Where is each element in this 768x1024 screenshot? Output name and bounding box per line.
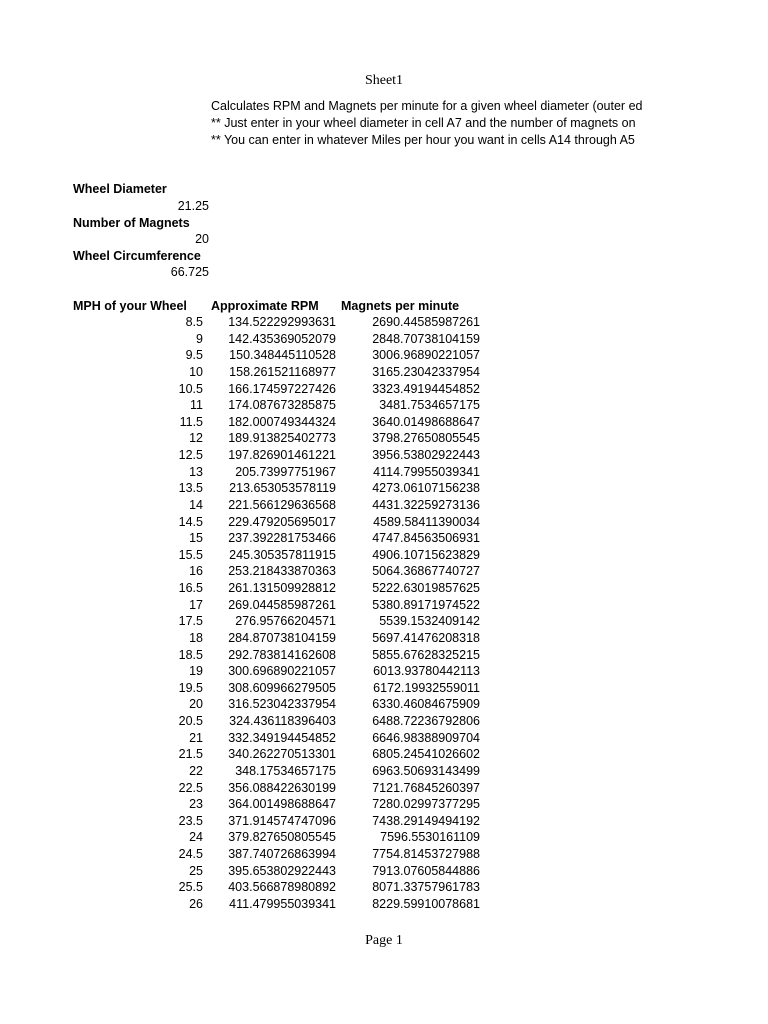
wheel-diameter-value: 21.25 [177,199,209,213]
magnets-per-minute-cell: 7913.07605844886 [372,863,480,878]
rpm-cell: 371.914574747096 [228,813,336,828]
mph-cell: 13 [189,464,203,479]
magnets-per-minute-cell: 2690.44585987261 [372,315,480,329]
rpm-cell: 403.566878980892 [228,880,336,895]
table-row [0,431,768,448]
mph-cell: 9 [196,331,203,346]
magnets-per-minute-cell: 6488.72236792806 [372,714,480,728]
note-line-2: ** Just enter in your wheel diameter in cell A7 and the number of magnets on [211,116,636,130]
note-line-3: ** You can enter in whatever Miles per hour you want in cells A14 through A5 [211,133,635,147]
mph-cell: 20 [189,697,203,712]
mph-cell: 22 [189,763,203,778]
table-row [0,465,768,482]
magnets-per-minute-cell: 6172.19932559011 [373,680,480,695]
rpm-cell: 316.523042337954 [228,697,336,712]
magnets-per-minute-cell: 2848.70738104159 [372,331,480,346]
table-row [0,348,768,365]
magnets-per-minute-cell: 3323.49194454852 [372,381,480,396]
magnets-per-minute-cell: 6013.93780442113 [373,664,480,679]
rpm-cell: 348.17534657175 [235,763,336,778]
rpm-cell: 245.305357811915 [229,547,336,562]
mph-cell: 12.5 [178,448,203,462]
magnets-per-minute-cell: 5855.67628325215 [372,647,480,662]
mph-cell: 9.5 [185,348,203,363]
rpm-cell: 166.174597227426 [228,381,336,396]
mph-cell: 21.5 [178,747,203,762]
table-row [0,564,768,581]
magnets-per-minute-cell: 7596.5530161109 [380,830,480,845]
rpm-cell: 292.783814162608 [228,647,336,662]
table-row [0,648,768,665]
table-row [0,747,768,764]
table-row [0,365,768,382]
rpm-cell: 189.913825402773 [228,431,336,446]
mph-cell: 10 [189,364,203,379]
magnets-per-minute-cell: 4906.10715623829 [372,547,480,562]
rpm-cell: 269.044585987261 [228,597,336,612]
mph-cell: 15.5 [178,547,203,562]
mph-cell: 14 [189,497,203,512]
magnets-per-minute-cell: 3481.7534657175 [379,398,480,413]
mph-cell: 14.5 [178,514,203,529]
header-rpm: Approximate RPM [211,299,319,313]
table-row [0,797,768,814]
magnets-per-minute-cell: 5222.63019857625 [372,581,480,595]
rpm-cell: 411.479955039341 [229,896,336,911]
table-row [0,631,768,648]
rpm-cell: 253.218433870363 [228,564,336,579]
table-row [0,880,768,897]
mph-cell: 15 [189,531,203,546]
mph-cell: 18.5 [178,647,203,662]
table-row [0,598,768,615]
table-row [0,481,768,498]
wheel-circumference-label: Wheel Circumference [73,249,201,263]
mph-cell: 10.5 [178,381,203,396]
magnets-per-minute-cell: 3798.27650805545 [372,431,480,446]
rpm-cell: 237.392281753466 [228,531,336,546]
number-of-magnets-value: 20 [195,232,209,246]
table-row [0,498,768,515]
rpm-cell: 387.740726863994 [228,847,336,861]
mph-cell: 25.5 [178,880,203,895]
mph-cell: 16.5 [178,581,203,595]
magnets-per-minute-cell: 7121.76845260397 [372,780,480,795]
table-row [0,515,768,532]
mph-cell: 11 [190,398,203,413]
rpm-cell: 213.653053578119 [229,481,336,496]
table-row [0,581,768,598]
magnets-per-minute-cell: 4273.06107156238 [372,481,480,496]
table-row [0,315,768,332]
magnets-per-minute-cell: 5064.36867740727 [372,564,480,579]
magnets-per-minute-cell: 8229.59910078681 [372,896,480,911]
mph-cell: 22.5 [178,780,203,795]
mph-cell: 16 [189,564,203,579]
rpm-cell: 340.262270513301 [228,747,336,762]
mph-cell: 11.5 [179,414,203,429]
magnets-per-minute-cell: 4431.32259273136 [372,497,480,512]
mph-cell: 24 [189,830,203,845]
table-row [0,382,768,399]
table-row [0,448,768,465]
rpm-cell: 221.566129636568 [228,497,336,512]
magnets-per-minute-cell: 6963.50693143499 [372,763,480,778]
table-row [0,548,768,565]
rpm-cell: 182.000749344324 [228,414,336,429]
rpm-cell: 324.436118396403 [229,714,336,728]
rpm-cell: 150.348445110528 [229,348,336,363]
mph-cell: 26 [189,896,203,911]
page-footer: Page 1 [365,933,403,948]
rpm-cell: 332.349194454852 [228,730,336,745]
table-row [0,764,768,781]
magnets-per-minute-cell: 6805.24541026602 [372,747,480,762]
mph-cell: 13.5 [178,481,203,496]
table-row [0,664,768,681]
mph-cell: 25 [189,863,203,878]
mph-cell: 20.5 [178,714,203,728]
rpm-cell: 158.261521168977 [229,364,336,379]
sheet-title: Sheet1 [364,73,404,88]
magnets-per-minute-cell: 3640.01498688647 [372,414,480,429]
mph-cell: 24.5 [178,847,203,861]
magnets-per-minute-cell: 5380.89171974522 [372,597,480,612]
mph-cell: 17.5 [178,614,203,629]
rpm-cell: 308.609966279505 [228,680,336,695]
table-row [0,398,768,415]
mph-cell: 23 [189,797,203,812]
rpm-cell: 395.653802922443 [228,863,336,878]
magnets-per-minute-cell: 6646.98388909704 [372,730,480,745]
note-line-1: Calculates RPM and Magnets per minute for a given wheel diameter (outer ed [211,99,643,113]
rpm-cell: 229.479205695017 [228,514,336,529]
rpm-cell: 134.522292993631 [228,315,336,329]
rpm-cell: 379.827650805545 [228,830,336,845]
rpm-cell: 142.435369052079 [228,331,336,346]
table-row [0,847,768,864]
table-row [0,681,768,698]
magnets-per-minute-cell: 7754.81453727988 [372,847,480,861]
table-row [0,714,768,731]
header-magnets-per-minute: Magnets per minute [341,299,460,313]
mph-cell: 19.5 [178,680,203,695]
rpm-cell: 284.870738104159 [228,630,336,645]
table-row [0,531,768,548]
mph-cell: 19 [189,664,203,679]
mph-cell: 23.5 [178,813,203,828]
data-table [0,315,768,914]
rpm-cell: 300.696890221057 [228,664,336,679]
table-row [0,614,768,631]
table-row [0,897,768,914]
rpm-cell: 197.826901461221 [228,448,336,462]
magnets-per-minute-cell: 5697.41476208318 [372,630,480,645]
rpm-cell: 174.087673285875 [228,398,336,413]
magnets-per-minute-cell: 7280.02997377295 [372,797,480,812]
magnets-per-minute-cell: 7438.29149494192 [372,813,480,828]
wheel-circumference-value: 66.725 [170,265,209,279]
table-row [0,332,768,349]
magnets-per-minute-cell: 8071.33757961783 [372,880,480,895]
rpm-cell: 276.95766204571 [235,614,336,629]
table-row [0,731,768,748]
table-row [0,415,768,432]
magnets-per-minute-cell: 3956.53802922443 [372,448,480,462]
wheel-diameter-label: Wheel Diameter [73,182,167,196]
number-of-magnets-label: Number of Magnets [73,216,190,230]
magnets-per-minute-cell: 4114.79955039341 [373,464,480,479]
header-mph: MPH of your Wheel [73,299,187,313]
rpm-cell: 356.088422630199 [228,780,336,795]
mph-cell: 21 [189,730,203,745]
mph-cell: 12 [189,431,203,446]
magnets-per-minute-cell: 3165.23042337954 [372,364,480,379]
magnets-per-minute-cell: 4589.58411390034 [373,514,480,529]
table-row [0,781,768,798]
table-row [0,697,768,714]
table-row [0,864,768,881]
magnets-per-minute-cell: 5539.1532409142 [379,614,480,629]
rpm-cell: 364.001498688647 [228,797,336,812]
mph-cell: 18 [189,630,203,645]
magnets-per-minute-cell: 3006.96890221057 [372,348,480,363]
table-row [0,814,768,831]
mph-cell: 8.5 [185,315,203,329]
rpm-cell: 261.131509928812 [228,581,336,595]
table-row [0,830,768,847]
rpm-cell: 205.73997751967 [235,464,336,479]
mph-cell: 17 [189,597,203,612]
magnets-per-minute-cell: 4747.84563506931 [372,531,480,546]
magnets-per-minute-cell: 6330.46084675909 [372,697,480,712]
